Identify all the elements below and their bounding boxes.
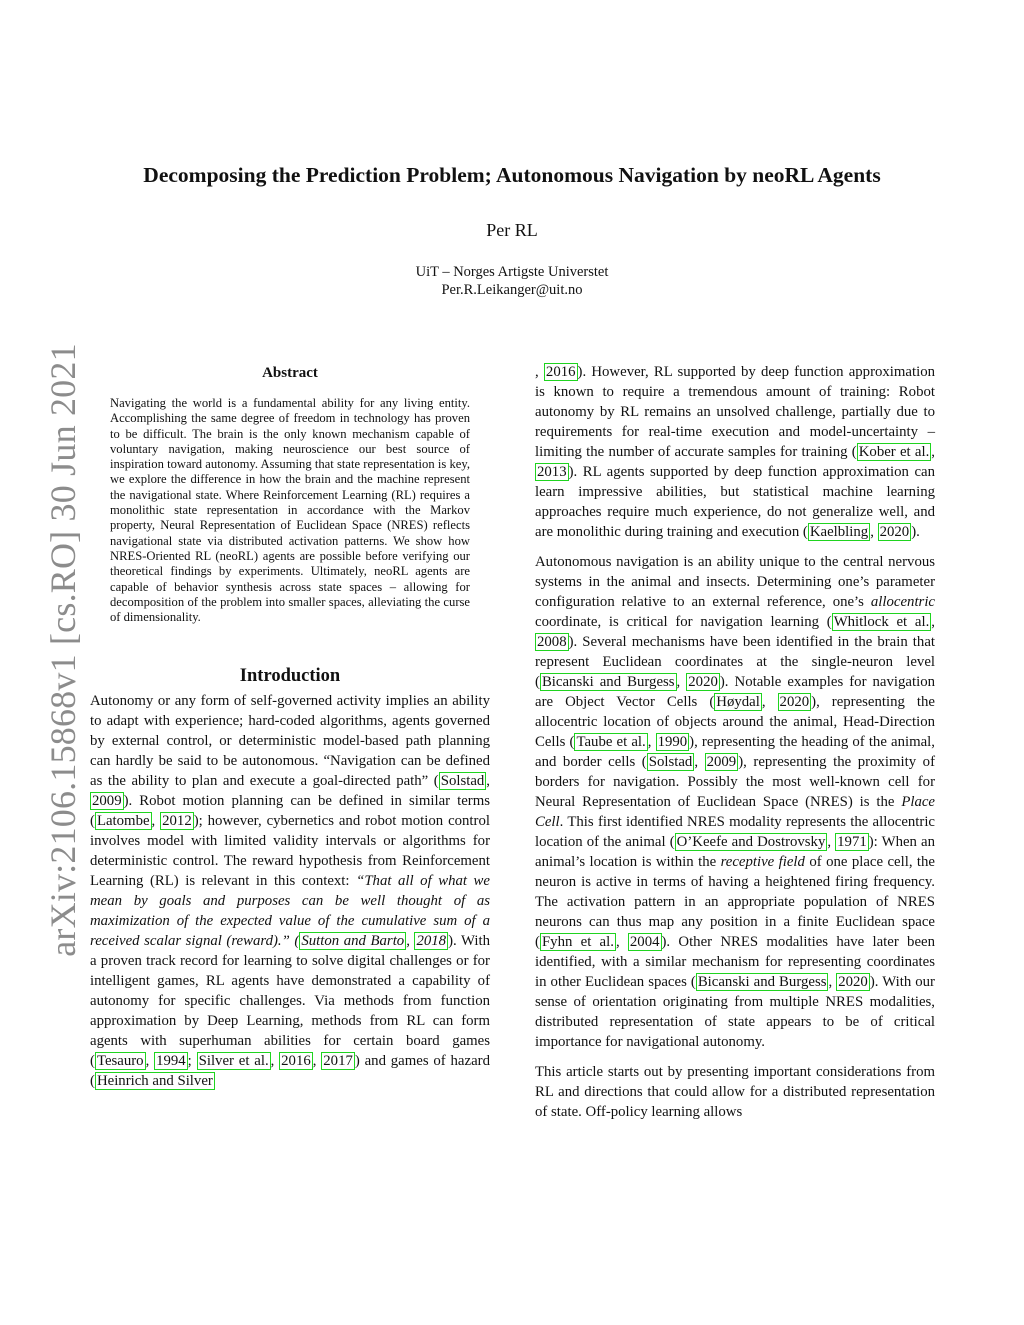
citation-link[interactable]: Solstad — [648, 754, 693, 770]
citation-link[interactable]: O’Keefe and Dostrovsky — [676, 834, 826, 850]
right-column — [535, 362, 935, 1122]
affiliation-block — [0, 263, 1024, 299]
left-column — [90, 362, 490, 1091]
arxiv-identifier: arXiv:2106.15868v1 [cs.RO] 30 Jun 2021 — [43, 343, 83, 957]
citation-link[interactable]: 2009 — [92, 793, 122, 810]
citation-link[interactable]: 2008 — [537, 634, 567, 650]
author-email: Per.R.Leikanger@uit.no — [441, 282, 583, 298]
citation-link[interactable]: 2013 — [537, 464, 567, 480]
citation-link[interactable]: 2017 — [323, 1053, 353, 1070]
abstract-heading: Abstract — [262, 365, 318, 381]
citation-link[interactable]: 2020 — [838, 974, 868, 990]
citation-link[interactable]: Fyhn et al. — [541, 934, 614, 950]
author-name: Per RL — [486, 220, 538, 240]
citation-link[interactable]: Tesauro — [96, 1053, 144, 1070]
citation-link[interactable]: 2020 — [879, 524, 910, 540]
citation-link[interactable]: Kaelbling — [809, 524, 869, 540]
intro-paragraph-2: Autonomous navigation is an ability unique to the central nervous systems in the animal and insects. Determining one’s parameter configuration relative to an external reference, one’s allocentric coordinate, is critical for navigation learning ( Whitlock et al. , 2008 ). Several mechanisms have been identified in the brain that represent Euclidean coordinates at the single-neuron level ( Bicanski and Burgess , 2020 ). Notable examples for navigation are Object Vector Cells ( Høydal , 2020 ), representing the allocentric location of objects around the animal, Head-Direction Cells ( Taube et al. , 1990 ), representing the heading of the animal, and border cells ( Solstad , 2009 ), representing the proximity of borders for navigation. Possibly the most well-known cell for Neural Representation of Euclidean Space (NRES) is the Place Cell. This first identified NRES modality represents the allocentric location of the animal ( O’Keefe and Dostrovsky , 1971 ): When an animal’s location is within the receptive field of one place cell, the neuron is active in terms of having a heightened firing frequency. The activation pattern in an appropriate population of NRES neurons can thus map any position in a finite Euclidean space ( Fyhn et al. , 2004 ). Other NRES modalities have later been identified, with a similar mechanism for representing coordinates in other Euclidean spaces ( Bicanski and Burgess , 2020 ). With our sense of orientation originating from multiple NRES modalities, distributed representation of state appears to be of critical importance for navigational autonomy. — [535, 554, 936, 1050]
citation-link[interactable]: 1971 — [837, 834, 867, 850]
citation-link[interactable]: 2020 — [688, 674, 718, 690]
paper-title: Decomposing the Prediction Problem; Autonomous Navigation by neoRL Agents — [143, 163, 881, 187]
citation-link[interactable]: Silver et al. — [198, 1053, 269, 1070]
citation-link[interactable]: Whitlock et al. — [833, 614, 930, 630]
citation-link[interactable]: 2020 — [779, 694, 810, 710]
citation-link[interactable]: 2012 — [162, 813, 192, 830]
intro-paragraph-3: This article starts out by presenting important considerations from RL and directions that could allow for a distributed representation of state. Off-policy learning allows — [535, 1064, 935, 1120]
citation-link[interactable]: 1990 — [657, 734, 688, 750]
citation-link[interactable]: 2016 — [545, 364, 576, 380]
citation-link[interactable]: Bicanski and Burgess — [541, 674, 675, 690]
citation-link[interactable]: 2009 — [706, 754, 737, 770]
citation-link[interactable]: Latombe — [96, 813, 150, 830]
intro-paragraph-1: Autonomy or any form of self-governed activity implies an ability to adapt with experience; hard-coded algorithms, agents governed by external control, or deterministic model-based path planning can hardly be said to be autonomous. “Navigation can be defined as the ability to plan and execute a goal-directed path” ( Solstad , 2009 ). Robot motion planning can be defined in similar terms ( Latombe , 2012 ); however, cybernetics and robot motion control involves model with limited validity intervals or algorithms for deterministic control. The reward hypothesis from Reinforcement Learning (RL) is relevant in this context: “That all of what we mean by goals and purposes can be well thought of as maximization of the expected value of the cumulative sum of a received scalar signal (reward).” ( Sutton and Barto , 2018 ). With a proven track record for learning to solve digital challenges or for intelligent games, RL agents have demonstrated a capability of autonomy for specific challenges. Via methods from function approximation by Deep Learning, methods from RL can form agents with superhuman abilities for certain board games ( Tesauro , 1994 ; Silver et al. , 2016 , 2017 ) and games of hazard ( Heinrich and Silver — [90, 693, 490, 1090]
citation-link[interactable]: 1994 — [156, 1053, 186, 1070]
affiliation: UiT – Norges Artigste Universtet — [415, 264, 609, 280]
citation-link[interactable]: Heinrich and Silver — [96, 1073, 213, 1090]
citation-link[interactable]: Solstad — [440, 773, 485, 790]
reward-hypothesis-quote: “That all of what we mean by goals and purposes can be well thought of as maximization of the expected value of the cumulative sum of a received scalar signal (reward).” ( Sutton and Barto , 2018 — [90, 873, 490, 950]
citation-link[interactable]: Kober et al. — [858, 444, 930, 460]
intro-paragraph-1-continued: , 2016 ). However, RL supported by deep function approximation is known to require a tremendous amount of training: Robot autonomy by RL remains an unsolved challenge, partially due to requirements for real-time execution and model-uncertainty – limiting the number of accurate samples for training ( Kober et al. , 2013 ). RL agents supported by deep function approximation can learn impressive abilities, but statistical machine learning approaches require much experience, do not generalize well, and are monolithic during training and execution ( Kaelbling , 2020 ). — [535, 364, 935, 540]
citation-link[interactable]: Høydal — [716, 694, 760, 710]
citation-link[interactable]: 2018 — [416, 933, 447, 950]
citation-link[interactable]: Bicanski and Burgess — [697, 974, 827, 990]
abstract-text: Navigating the world is a fundamental ability for any living entity. Accomplishing the same degree of freedom in technology has proven to be difficult. The brain is the only known mechanism capable of voluntary navigation, making neuroscience our best source of inspiration toward autonomy. Assuming that state representation is key, we explore the difference in how the brain and the machine represent the navigational state. Where Reinforcement Learning (RL) requires a monolithic state representation in accordance with the Markov property, Neural Representation of Euclidean Space (NRES) reflects navigational state via distributed activation patterns. We show how NRES-Oriented RL (neoRL) agents are possible before verifying our theoretical findings by experiments. Ultimately, neoRL agents are capable of behavior synthesis across state spaces – allowing for decomposition of the problem into smaller spaces, alleviating the curse of dimensionality. — [110, 396, 470, 625]
citation-link[interactable]: 2004 — [629, 934, 660, 950]
citation-link[interactable]: Sutton and Barto — [301, 933, 405, 950]
citation-link[interactable]: Taube et al. — [576, 734, 646, 750]
introduction-heading: Introduction — [239, 666, 341, 687]
citation-link[interactable]: 2016 — [281, 1053, 311, 1070]
